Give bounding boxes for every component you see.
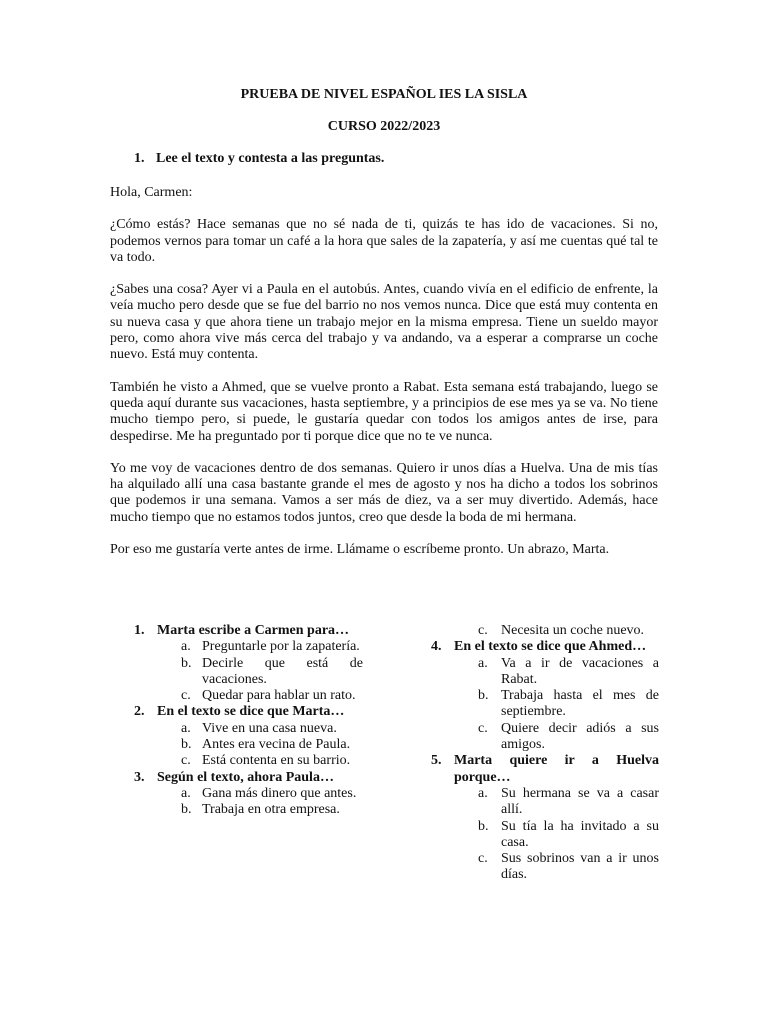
option-2b [181, 737, 363, 753]
question-2 [134, 704, 363, 720]
option-1b [181, 656, 363, 689]
option-letter: c. [181, 753, 191, 769]
option-text: Necesita un coche nuevo. [501, 623, 645, 638]
section-number: 1. [134, 151, 145, 166]
questions-right-column [431, 623, 659, 884]
option-letter: c. [478, 623, 488, 638]
question-1 [134, 623, 363, 639]
option-letter: c. [478, 851, 488, 867]
option-letter: a. [181, 639, 191, 655]
question-number: 3. [134, 769, 145, 785]
option-2a [181, 721, 363, 737]
letter-greeting: Hola, Carmen: [110, 185, 193, 200]
question-5 [431, 753, 659, 786]
question-number: 1. [134, 623, 145, 638]
option-letter: c. [181, 688, 191, 704]
option-letter: a. [181, 720, 191, 736]
questions-left-column [134, 623, 363, 819]
option-text: Vive en una casa nueva. [202, 720, 337, 736]
question-text: En el texto se dice que Marta… [157, 704, 345, 720]
reading-letter [110, 185, 658, 574]
option-4a [478, 656, 659, 689]
question-3 [134, 770, 363, 786]
question-number: 2. [134, 704, 145, 720]
option-text: Preguntarle por la zapatería. [202, 639, 360, 655]
exam-title: PRUEBA DE NIVEL ESPAÑOL IES LA SISLA [240, 87, 528, 102]
option-letter: c. [478, 720, 488, 736]
letter-paragraph: Por eso me gustaría verte antes de irme. Llámame o escríbeme pronto. Un abrazo, Marta. [110, 542, 610, 558]
section-instruction-text: Lee el texto y contesta a las preguntas. [156, 151, 385, 166]
letter-paragraph: Yo me voy de vacaciones dentro de dos semanas. Quiero ir unos días a Huelva. Una de mis tías ha alquilado allí una casa bastante grande el mes de agosto y nos ha dicho a todos los sobrinos que podemos ir una semana. Vamos a ser más de diez, va a ser muy divertido. Además, hace mucho tiempo que no estamos todos juntos, creo que desde la boda de mi hermana. [110, 460, 658, 525]
option-1c [181, 688, 363, 704]
option-text: Trabaja en otra empresa. [202, 802, 340, 818]
option-3b [181, 802, 363, 818]
option-text: Antes era vecina de Paula. [202, 737, 351, 753]
option-text: Su tía la ha invitado a su casa. [501, 818, 659, 850]
letter-paragraph: ¿Sabes una cosa? Ayer vi a Paula en el autobús. Antes, cuando vivía en el edificio de enfrente, la veía mucho pero desde que se fue del barrio no nos vemos nunca. Dice que está muy contenta en su nueva casa y que ahora tiene un trabajo mejor en la misma empresa. Tiene un sueldo mayor pero, como ahora vive más cerca del trabajo y va andando, va a esperar a comprarse un coche nuevo. Está muy contenta. [110, 282, 658, 363]
option-text: Quedar para hablar un rato. [202, 688, 356, 704]
letter-paragraph: ¿Cómo estás? Hace semanas que no sé nada de ti, quizás te has ido de vacaciones. Si no, podemos vernos para tomar un café a la hora que sales de la zapatería, y así me cuentas qué tal te va todo. [110, 217, 658, 265]
option-text: Decirle que está de vacaciones. [202, 655, 363, 687]
option-text: Gana más dinero que antes. [202, 785, 357, 801]
option-text: Va a ir de vacaciones a Rabat. [501, 655, 659, 687]
option-3a [181, 786, 363, 802]
question-text: En el texto se dice que Ahmed… [454, 639, 647, 655]
option-4c [478, 721, 659, 754]
option-text: Quiere decir adiós a sus amigos. [501, 720, 659, 753]
option-letter: b. [181, 655, 192, 671]
option-text: Está contenta en su barrio. [202, 753, 351, 769]
option-letter: a. [181, 785, 191, 801]
option-5c [478, 851, 659, 884]
option-text: Trabaja hasta el mes de septiembre. [501, 688, 659, 720]
question-text: Marta quiere ir a Huelva porque… [454, 753, 659, 785]
option-text: Su hermana se va a casar allí. [501, 785, 659, 818]
question-number: 5. [431, 753, 442, 769]
option-5a [478, 786, 659, 819]
option-letter: b. [478, 818, 489, 834]
option-letter: a. [478, 785, 488, 801]
question-number: 4. [431, 639, 442, 655]
question-text: Marta escribe a Carmen para… [157, 623, 350, 638]
option-letter: a. [478, 655, 488, 671]
option-letter: b. [181, 802, 192, 818]
letter-paragraph: También he visto a Ahmed, que se vuelve pronto a Rabat. Esta semana está trabajando, luego se queda aquí durante sus vacaciones, hasta septiembre, y a principios de ese mes ya se va. No tiene mucho tiempo pero, si puede, le gustaría quedar con todos los amigos antes de irse, para despedirse. Me ha preguntado por ti porque dice que no te ve nunca. [110, 379, 658, 444]
course-year: CURSO 2022/2023 [327, 119, 441, 134]
option-2c [181, 753, 363, 769]
option-letter: b. [181, 737, 192, 753]
question-4 [431, 639, 659, 655]
option-5b [478, 819, 659, 852]
option-4b [478, 688, 659, 721]
option-text: Sus sobrinos van a ir unos días. [501, 851, 659, 883]
question-text: Según el texto, ahora Paula… [157, 769, 334, 785]
option-1a [181, 639, 363, 655]
option-3c [478, 623, 659, 639]
option-letter: b. [478, 688, 489, 704]
